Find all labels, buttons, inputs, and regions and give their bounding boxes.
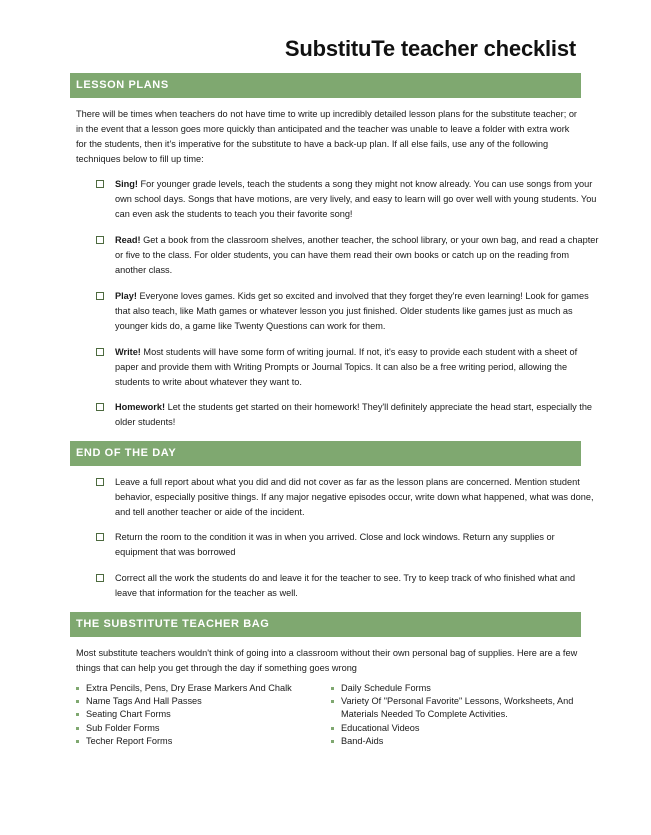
checkbox-icon[interactable] bbox=[96, 348, 104, 356]
checkbox-icon[interactable] bbox=[96, 292, 104, 300]
checkbox-icon[interactable] bbox=[96, 180, 104, 188]
section-header-end-of-day: END OF THE DAY bbox=[70, 441, 581, 466]
list-item: Extra Pencils, Pens, Dry Erase Markers And Chalk bbox=[76, 682, 326, 695]
bullet-icon bbox=[331, 740, 334, 743]
checklist-item-sing[interactable] bbox=[96, 177, 599, 222]
checklist-item-label: Play! bbox=[115, 291, 137, 301]
checklist-item-correct-work[interactable] bbox=[96, 571, 599, 601]
list-item: Name Tags And Hall Passes bbox=[76, 695, 326, 708]
list-item: Seating Chart Forms bbox=[76, 708, 326, 721]
checklist-item-report[interactable] bbox=[96, 475, 599, 520]
list-item: Daily Schedule Forms bbox=[331, 682, 581, 695]
bag-list-left bbox=[76, 682, 326, 748]
checkbox-icon[interactable] bbox=[96, 533, 104, 541]
bullet-icon bbox=[331, 687, 334, 690]
bullet-icon bbox=[331, 700, 334, 703]
lesson-plans-intro: There will be times when teachers do not have time to write up incredibly detailed lesson plans for the substitute teacher; or in the event that a lesson goes more quickly than anticipated and the teacher was unable to leave a folder with extra work for the students, then it's imperative for the substitute to have a back-up plan. If all else fails, use any of the following techniques below to fill up time: bbox=[76, 109, 577, 164]
checklist-item-text: Correct all the work the students do and leave it for the teacher to see. Try to keep track of who finished what and leave that information for the teacher as well. bbox=[115, 573, 576, 598]
checklist-item-label: Sing! bbox=[115, 179, 138, 189]
checklist-item-text: Everyone loves games. Kids get so excited and involved that they forget they're even learning! Look for games that also teach, like Math games or whatever lesson you just finished. Older students like games just as much as younger kids do, a game like Twenty Questions can work for them. bbox=[115, 291, 589, 331]
list-item: Band-Aids bbox=[331, 735, 581, 748]
checklist-item-return-room[interactable] bbox=[96, 530, 599, 560]
list-item: Educational Videos bbox=[331, 722, 581, 735]
list-item: Techer Report Forms bbox=[76, 735, 326, 748]
teacher-bag-intro: Most substitute teachers wouldn't think of going into a classroom without their own personal bag of supplies. Here are a few things that can help you get through the day if something goes wrong bbox=[76, 648, 578, 673]
list-item: Variety Of "Personal Favorite" Lessons, Worksheets, And Materials Needed To Complete Activities. bbox=[331, 695, 581, 721]
bullet-icon bbox=[76, 740, 79, 743]
checklist-item-homework[interactable] bbox=[96, 400, 599, 430]
bullet-icon bbox=[76, 727, 79, 730]
checklist-item-text: Get a book from the classroom shelves, another teacher, the school library, or your own bag, and read a chapter or five to the class. For older students, you can have them read their own books or catch up on the reading from another class. bbox=[115, 235, 599, 275]
checkbox-icon[interactable] bbox=[96, 478, 104, 486]
checklist-item-write[interactable] bbox=[96, 345, 599, 390]
bullet-icon bbox=[76, 700, 79, 703]
checklist-item-text: Return the room to the condition it was in when you arrived. Close and lock windows. Return any supplies or equipment that was borrowed bbox=[115, 532, 555, 557]
bullet-icon bbox=[76, 713, 79, 716]
checklist-item-text: Let the students get started on their homework! They'll definitely appreciate the head start, especially the older students! bbox=[115, 402, 593, 427]
section-header-lesson-plans: LESSON PLANS bbox=[70, 73, 581, 98]
checklist-item-text: Leave a full report about what you did and did not cover as far as the lesson plans are concerned. Mention student behavior, especially positive things. If any major negative episodes occur, write down what happened, what was done, and tell another teacher or aide of the incident. bbox=[115, 477, 594, 517]
checklist-item-label: Write! bbox=[115, 347, 141, 357]
checklist-item-label: Homework! bbox=[115, 402, 166, 412]
bullet-icon bbox=[331, 727, 334, 730]
bag-list-right bbox=[331, 682, 581, 748]
checklist-item-text: For younger grade levels, teach the students a song they might not know already. You can use songs from your own school days. Songs that have motions, are very lively, and easy to learn will go over well with young students. You can even ask the students to teach you their favorite song! bbox=[115, 179, 597, 219]
checkbox-icon[interactable] bbox=[96, 574, 104, 582]
checklist-item-text: Most students will have some form of writing journal. If not, it's easy to provide each student with a sheet of paper and provide them with Writing Prompts or Journal Topics. It can also be a free writing period, allowing the students to write about whatever they want to. bbox=[115, 347, 578, 387]
section-header-teacher-bag: THE SUBSTITUTE TEACHER BAG bbox=[70, 612, 581, 637]
bullet-icon bbox=[76, 687, 79, 690]
checkbox-icon[interactable] bbox=[96, 403, 104, 411]
list-item: Sub Folder Forms bbox=[76, 722, 326, 735]
checklist-item-read[interactable] bbox=[96, 233, 599, 278]
checklist-item-label: Read! bbox=[115, 235, 141, 245]
page-title: SubstituTe teacher checklist bbox=[284, 36, 576, 61]
checkbox-icon[interactable] bbox=[96, 236, 104, 244]
checklist-item-play[interactable] bbox=[96, 289, 599, 334]
